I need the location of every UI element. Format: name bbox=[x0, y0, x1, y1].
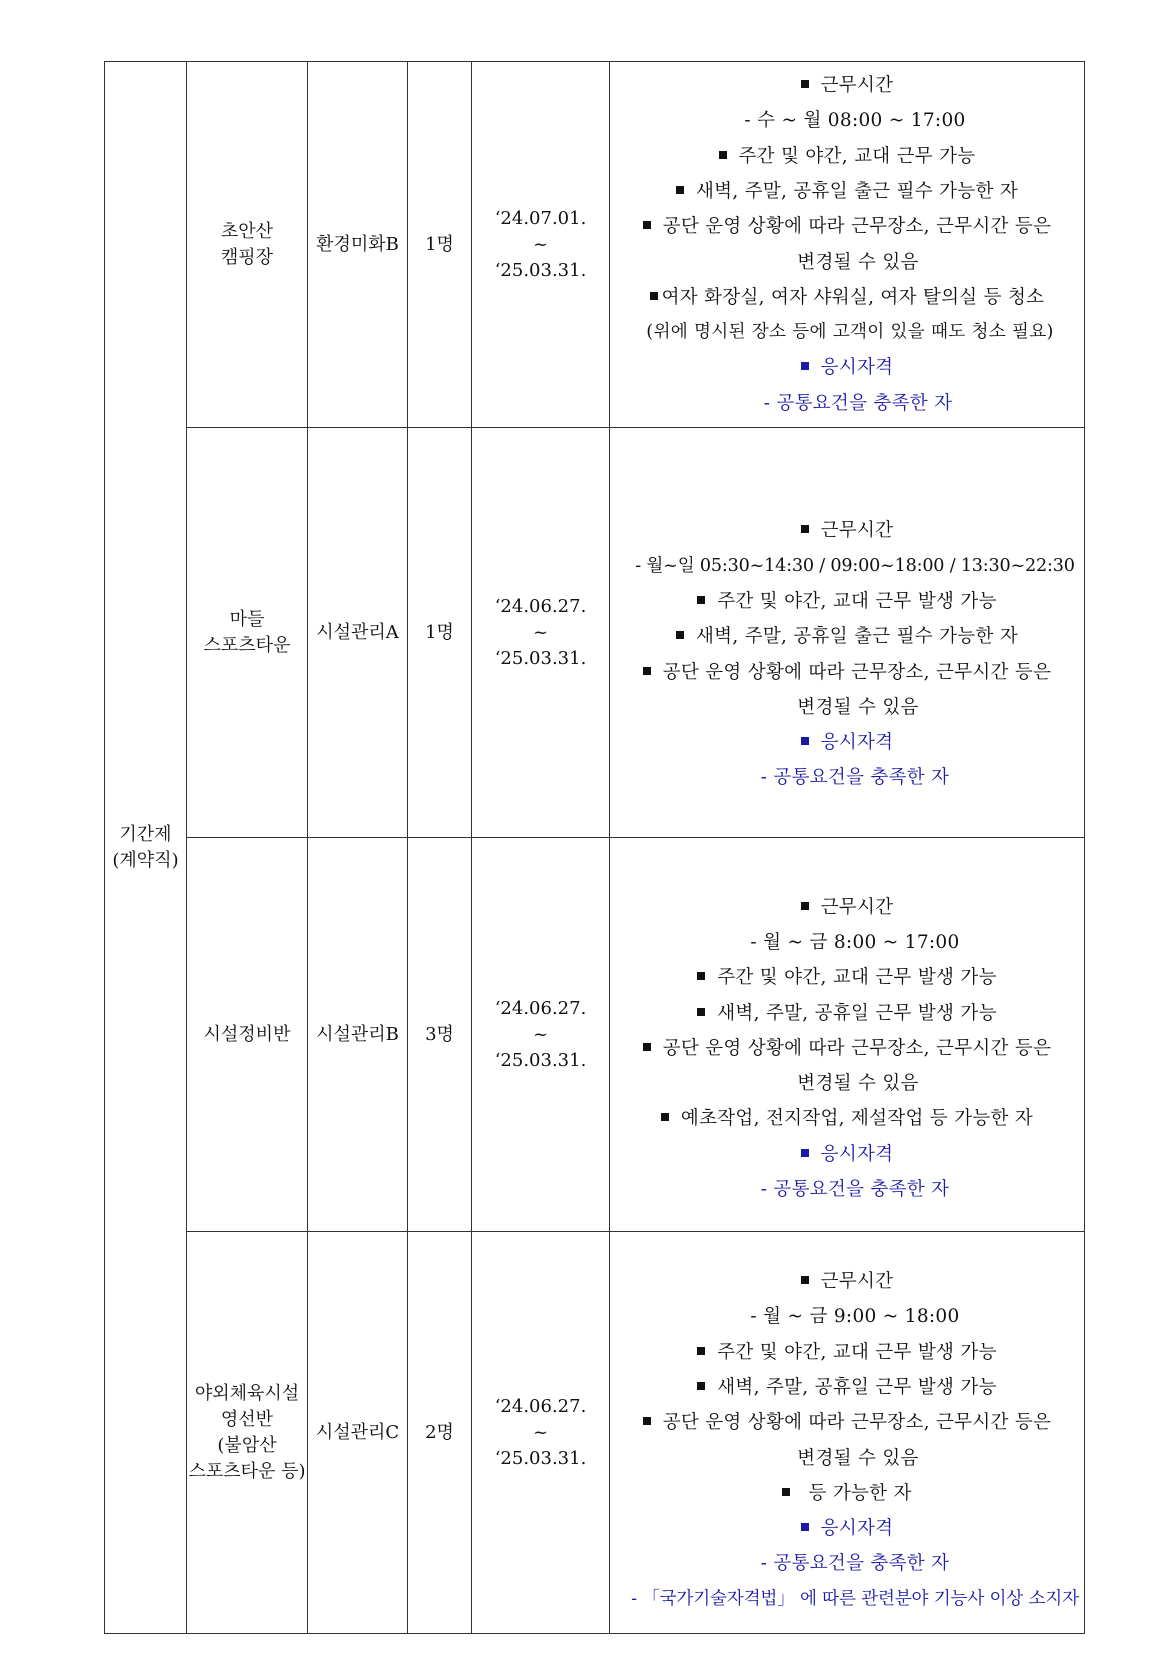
period-cell bbox=[472, 1232, 610, 1634]
details-cell bbox=[610, 838, 1085, 1232]
period-cell bbox=[472, 62, 610, 428]
detail-line: 변경될 수 있음 bbox=[797, 696, 919, 718]
place-cell bbox=[187, 1232, 308, 1634]
period-end: ‘25.03.31. bbox=[494, 647, 587, 669]
detail-line: 주간 및 야간, 교대 근무 발생 가능 bbox=[610, 1335, 1084, 1370]
period-start: ‘24.06.27. bbox=[494, 997, 587, 1019]
detail-line: 근무시간 bbox=[610, 890, 1084, 925]
detail-line: - 「국가기술자격법」 에 따른 관련분야 기능사 이상 소지자 bbox=[631, 1588, 1079, 1609]
square-bullet-icon bbox=[661, 1113, 669, 1121]
count-cell bbox=[408, 838, 472, 1232]
place-line: 스포츠타운 등) bbox=[188, 1460, 306, 1482]
details-cell bbox=[610, 428, 1085, 838]
detail-line: 근무시간 bbox=[610, 68, 1084, 103]
detail-line: 주간 및 야간, 교대 근무 발생 가능 bbox=[610, 584, 1084, 619]
period-cell bbox=[472, 428, 610, 838]
square-bullet-icon bbox=[801, 1149, 809, 1157]
square-bullet-icon bbox=[801, 80, 809, 88]
job-cell bbox=[308, 428, 408, 838]
square-bullet-icon bbox=[719, 151, 727, 159]
detail-line: 응시자격 bbox=[610, 1511, 1084, 1546]
job-title: 시설관리C bbox=[315, 1421, 400, 1443]
place-line: 스포츠타운 bbox=[203, 634, 291, 656]
employment-type-line: (계약직) bbox=[112, 849, 179, 871]
details-cell bbox=[610, 1232, 1085, 1634]
job-cell bbox=[308, 838, 408, 1232]
detail-line: 등 가능한 자 bbox=[610, 1476, 1084, 1511]
place-line: 캠핑장 bbox=[220, 246, 274, 268]
detail-line: 공단 운영 상황에 따라 근무장소, 근무시간 등은 bbox=[610, 655, 1084, 690]
detail-line: - 수 ~ 월 08:00 ~ 17:00 bbox=[744, 110, 966, 132]
detail-line: 근무시간 bbox=[610, 1264, 1084, 1299]
detail-line: 근무시간 bbox=[610, 513, 1084, 548]
period-start: ‘24.07.01. bbox=[494, 207, 587, 229]
square-bullet-icon bbox=[643, 1043, 651, 1051]
square-bullet-icon bbox=[801, 1276, 809, 1284]
job-title: 환경미화B bbox=[316, 233, 399, 255]
detail-line: 공단 운영 상황에 따라 근무장소, 근무시간 등은 bbox=[610, 209, 1084, 244]
square-bullet-icon bbox=[697, 1382, 705, 1390]
square-bullet-icon bbox=[697, 1008, 705, 1016]
headcount: 3명 bbox=[425, 1023, 454, 1045]
details-cell bbox=[610, 62, 1085, 428]
square-bullet-icon bbox=[697, 972, 705, 980]
place-line: 시설정비반 bbox=[203, 1023, 291, 1045]
table-row bbox=[105, 428, 1085, 838]
place-line: 마들 bbox=[229, 608, 265, 630]
period-start: ‘24.06.27. bbox=[494, 595, 587, 617]
square-bullet-icon bbox=[801, 1523, 809, 1531]
period-start: ‘24.06.27. bbox=[494, 1395, 587, 1417]
detail-line: - 공통요건을 충족한 자 bbox=[763, 392, 953, 414]
job-cell bbox=[308, 62, 408, 428]
detail-line: - 공통요건을 충족한 자 bbox=[760, 767, 950, 789]
place-line: 초안산 bbox=[220, 220, 274, 242]
detail-line: 응시자격 bbox=[610, 725, 1084, 760]
period-cell bbox=[472, 838, 610, 1232]
count-cell bbox=[408, 428, 472, 838]
detail-line: 새벽, 주말, 공휴일 출근 필수 가능한 자 bbox=[610, 619, 1084, 654]
period-separator: ~ bbox=[532, 621, 549, 643]
detail-line: 예초작업, 전지작업, 제설작업 등 가능한 자 bbox=[610, 1101, 1084, 1136]
period-separator: ~ bbox=[532, 1023, 549, 1045]
period-end: ‘25.03.31. bbox=[494, 1049, 587, 1071]
table-row bbox=[105, 1232, 1085, 1634]
square-bullet-icon bbox=[643, 1417, 651, 1425]
square-bullet-icon bbox=[697, 1347, 705, 1355]
job-listing-table bbox=[104, 61, 1085, 1634]
detail-line: 응시자격 bbox=[610, 350, 1084, 385]
detail-line: 여자 화장실, 여자 샤워실, 여자 탈의실 등 청소 bbox=[610, 280, 1084, 315]
table-row bbox=[105, 62, 1085, 428]
detail-line: 변경될 수 있음 bbox=[797, 1447, 919, 1469]
count-cell bbox=[408, 1232, 472, 1634]
employment-type-line: 기간제 bbox=[119, 823, 172, 845]
square-bullet-icon bbox=[801, 902, 809, 910]
headcount: 1명 bbox=[425, 621, 454, 643]
period-separator: ~ bbox=[532, 1421, 549, 1443]
headcount: 2명 bbox=[425, 1421, 454, 1443]
detail-line: - 공통요건을 충족한 자 bbox=[760, 1179, 950, 1201]
place-cell bbox=[187, 428, 308, 838]
detail-line: 변경될 수 있음 bbox=[797, 1073, 919, 1095]
place-line: 야외체육시설 bbox=[194, 1382, 300, 1404]
square-bullet-icon bbox=[650, 292, 658, 300]
detail-line: 주간 및 야간, 교대 근무 발생 가능 bbox=[610, 960, 1084, 995]
period-end: ‘25.03.31. bbox=[494, 1447, 587, 1469]
headcount: 1명 bbox=[425, 233, 454, 255]
detail-line: 새벽, 주말, 공휴일 근무 발생 가능 bbox=[610, 996, 1084, 1031]
detail-line: 새벽, 주말, 공휴일 근무 발생 가능 bbox=[610, 1370, 1084, 1405]
job-cell bbox=[308, 1232, 408, 1634]
table-row bbox=[105, 838, 1085, 1232]
place-line: 영선반 bbox=[220, 1408, 274, 1430]
square-bullet-icon bbox=[676, 631, 684, 639]
detail-line: - 월 ~ 금 9:00 ~ 18:00 bbox=[750, 1306, 960, 1328]
square-bullet-icon bbox=[697, 596, 705, 604]
job-title: 시설관리A bbox=[316, 621, 399, 643]
detail-line: 공단 운영 상황에 따라 근무장소, 근무시간 등은 bbox=[610, 1031, 1084, 1066]
detail-line: 공단 운영 상황에 따라 근무장소, 근무시간 등은 bbox=[610, 1405, 1084, 1440]
detail-line: - 월 ~ 금 8:00 ~ 17:00 bbox=[750, 931, 960, 953]
place-cell bbox=[187, 838, 308, 1232]
square-bullet-icon bbox=[801, 362, 809, 370]
detail-line: 응시자격 bbox=[610, 1137, 1084, 1172]
square-bullet-icon bbox=[676, 186, 684, 194]
square-bullet-icon bbox=[643, 221, 651, 229]
detail-line: - 공통요건을 충족한 자 bbox=[760, 1553, 950, 1575]
detail-line: 변경될 수 있음 bbox=[797, 251, 919, 273]
square-bullet-icon bbox=[643, 667, 651, 675]
detail-line: 새벽, 주말, 공휴일 출근 필수 가능한 자 bbox=[610, 174, 1084, 209]
job-title: 시설관리B bbox=[316, 1023, 399, 1045]
detail-line: 주간 및 야간, 교대 근무 가능 bbox=[610, 139, 1084, 174]
detail-line: (위에 명시된 장소 등에 고객이 있을 때도 청소 필요) bbox=[646, 322, 1054, 343]
period-separator: ~ bbox=[532, 233, 549, 255]
count-cell bbox=[408, 62, 472, 428]
place-line: (불암산 bbox=[217, 1434, 277, 1456]
square-bullet-icon bbox=[801, 525, 809, 533]
square-bullet-icon bbox=[801, 737, 809, 745]
period-end: ‘25.03.31. bbox=[494, 259, 587, 281]
square-bullet-icon bbox=[782, 1488, 790, 1496]
detail-line: - 월~일 05:30~14:30 / 09:00~18:00 / 13:30~22:30 bbox=[635, 555, 1075, 576]
place-cell bbox=[187, 62, 308, 428]
employment-type-cell bbox=[105, 62, 187, 1634]
